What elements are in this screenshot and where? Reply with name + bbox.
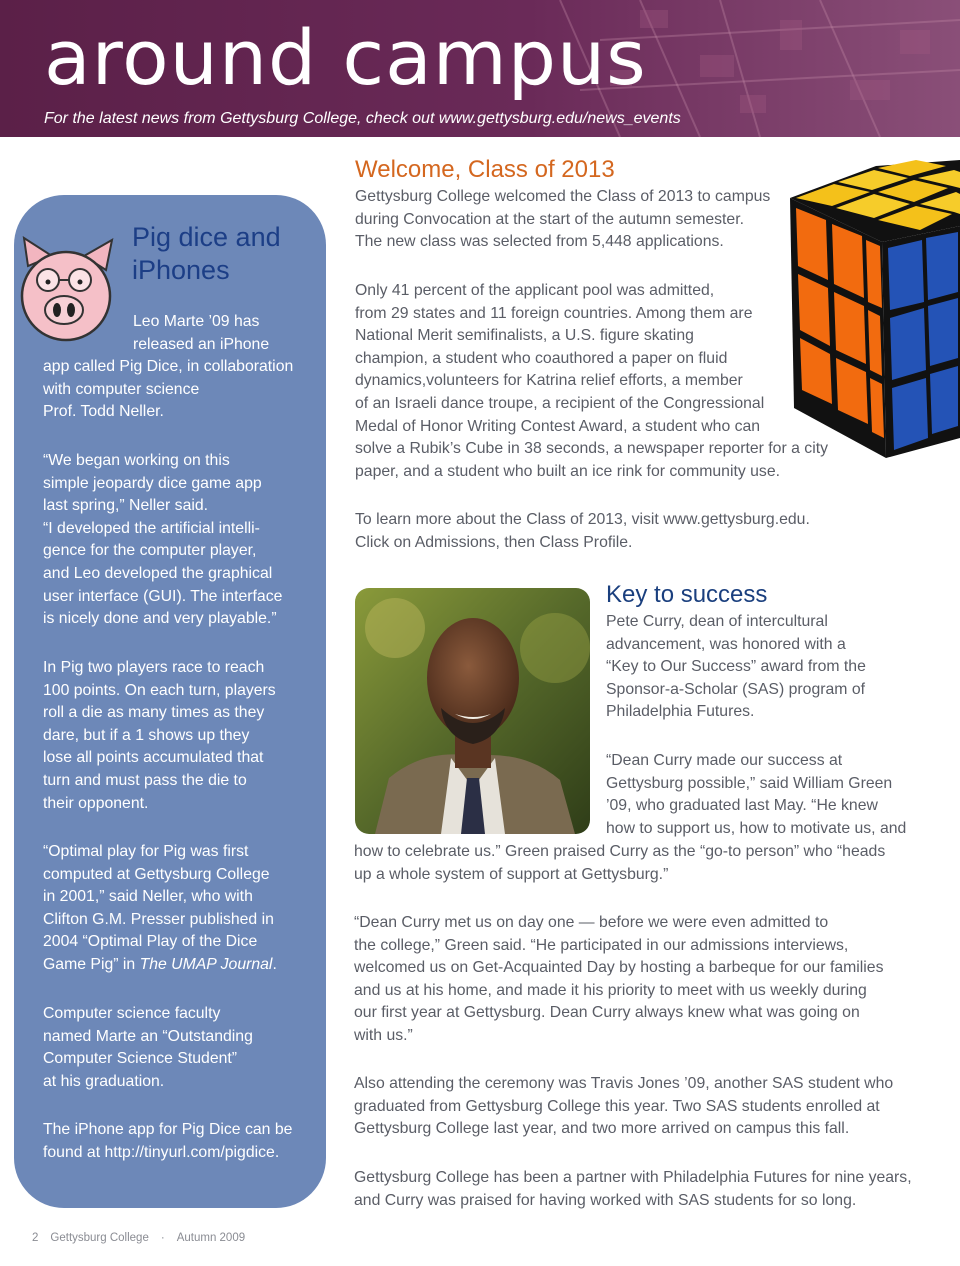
text-line: turn and must pass the die to — [43, 771, 247, 789]
text-line: Pete Curry, dean of intercultural — [606, 613, 828, 630]
text-line: “Key to Our Success” award from the — [606, 658, 866, 676]
section-title: around campus — [44, 13, 647, 102]
sidebar-intro — [43, 356, 318, 424]
text-line: our first year at Gettysburg. Dean Curry always knew what was going on — [354, 1004, 860, 1022]
text-line: Click on Admissions, then Class Profile. — [355, 533, 633, 551]
text-line: Gettysburg possible,” said William Green — [606, 774, 893, 792]
welcome-para-2 — [355, 280, 875, 483]
key-para-4 — [354, 1073, 944, 1141]
text-line: The iPhone app for Pig Dice can be — [43, 1121, 293, 1138]
text-line: “Dean Curry met us on day one — before we were even admitted to — [354, 914, 829, 931]
sidebar-quote — [43, 450, 318, 631]
text-line: In Pig two players race to reach — [43, 659, 265, 676]
text-line: solve a Rubik’s Cube in 38 seconds, a newspaper reporter for a city — [355, 440, 828, 458]
text-line: their opponent. — [43, 794, 149, 812]
text-line: Gettysburg College has been a partner with Philadelphia Futures for nine years, — [354, 1169, 912, 1186]
sidebar-app — [43, 1119, 318, 1164]
text-line: from 29 states and 11 foreign countries. Among them are — [355, 304, 753, 322]
text-line: released an iPhone — [133, 335, 270, 353]
text-line: roll a die as many times as they — [43, 704, 265, 722]
welcome-para-3 — [355, 509, 875, 554]
sidebar-heading-line2: iPhones — [132, 255, 230, 285]
text-line: Gettysburg College welcomed the Class of 2013 to campus — [355, 188, 771, 205]
text-line: in 2001,” said Neller, who with — [43, 888, 253, 906]
text-line: graduated from Gettysburg College this year. Two SAS students enrolled at — [354, 1097, 880, 1115]
publication-name: Gettysburg College — [50, 1232, 149, 1244]
text-line: computed at Gettysburg College — [43, 865, 270, 883]
text-line: Sponsor-a-Scholar (SAS) program of — [606, 680, 865, 698]
text-line: named Marte an “Outstanding — [43, 1027, 253, 1045]
text-line: is nicely done and very playable.” — [43, 610, 277, 628]
sidebar-faculty — [43, 1003, 318, 1093]
text-line: Computer Science Student” — [43, 1050, 238, 1068]
sidebar-heading-line1: Pig dice and — [132, 222, 281, 252]
text-line: at his graduation. — [43, 1072, 165, 1090]
key-heading: Key to success — [606, 581, 768, 608]
key-para-5 — [354, 1167, 944, 1212]
text-line: welcomed us on Get-Acquainted Day by hosting a barbeque for our families — [354, 959, 884, 977]
text-line: of an Israeli dance troupe, a recipient of the Congressional — [355, 394, 765, 412]
portrait-photo — [355, 588, 590, 834]
text-line: Philadelphia Futures. — [606, 703, 755, 721]
text-line: Medal of Honor Writing Contest Award, a student who can — [355, 417, 761, 435]
key-para-1 — [606, 611, 936, 724]
text-line: with us.” — [354, 1026, 413, 1044]
text-line: gence for the computer player, — [43, 542, 257, 560]
welcome-para-1 — [355, 186, 795, 254]
text-line: The new class was selected from 5,448 applications. — [355, 233, 724, 251]
text-line: and Leo developed the graphical — [43, 564, 273, 582]
text-line: and Curry was praised for having worked with SAS students for so long. — [354, 1191, 857, 1209]
key-para-3 — [354, 912, 944, 1048]
text-line: Leo Marte ’09 has — [133, 313, 260, 330]
text-line: the college,” Green said. “He participated in our admissions interviews, — [354, 936, 849, 954]
section-subtitle: For the latest news from Gettysburg College, check out www.gettysburg.edu/news_events — [44, 110, 681, 127]
text-line: during Convocation at the start of the autumn semester. — [355, 210, 744, 228]
text-line: To learn more about the Class of 2013, visit www.gettysburg.edu. — [355, 511, 810, 528]
text-line — [43, 954, 318, 977]
text-line: 2004 “Optimal Play of the Dice — [43, 933, 258, 951]
key-para-2-side — [606, 750, 936, 840]
journal-title: The UMAP Journal — [139, 955, 273, 973]
text-line: ’09, who graduated last May. “He knew — [606, 797, 878, 815]
welcome-heading: Welcome, Class of 2013 — [355, 156, 615, 183]
issue-date: Autumn 2009 — [176, 1232, 246, 1244]
text-fragment: . — [272, 955, 277, 973]
text-line: “We began working on this — [43, 452, 230, 469]
text-line: with computer science — [43, 380, 200, 398]
text-line: Prof. Todd Neller. — [43, 403, 164, 421]
text-line: Clifton G.M. Presser published in — [43, 910, 274, 928]
footer-separator: · — [160, 1232, 165, 1244]
text-line: and us at his home, and made it his priority to meet with us weekly during — [354, 981, 867, 999]
header-banner — [0, 0, 960, 137]
text-line: up a whole system of support at Gettysburg.” — [354, 865, 669, 883]
text-line: Gettysburg College last year, and two more arrived on campus this fall. — [354, 1120, 850, 1138]
sidebar-rules — [43, 657, 318, 815]
page-number: 2 — [32, 1232, 39, 1244]
text-line: dynamics,volunteers for Katrina relief efforts, a member — [355, 372, 743, 390]
sidebar-intro-narrow — [133, 311, 313, 356]
text-line: “I developed the artificial intelli- — [43, 519, 260, 537]
pig-face-icon — [14, 236, 116, 342]
text-line: paper, and a student who built an ice rink for community use. — [355, 462, 780, 480]
text-line: user interface (GUI). The interface — [43, 587, 283, 605]
text-line: Only 41 percent of the applicant pool was admitted, — [355, 282, 715, 299]
text-line: “Dean Curry made our success at — [606, 752, 843, 769]
text-line: last spring,” Neller said. — [43, 497, 209, 515]
text-line: National Merit semifinalists, a U.S. figure skating — [355, 327, 694, 345]
key-para-2-full — [354, 841, 944, 886]
text-line: 100 points. On each turn, players — [43, 681, 276, 699]
text-line: Computer science faculty — [43, 1005, 221, 1022]
text-line: how to support us, how to motivate us, and — [606, 819, 907, 837]
sidebar-heading — [132, 221, 322, 287]
text-line: advancement, was honored with a — [606, 635, 846, 653]
text-line: lose all points accumulated that — [43, 749, 264, 767]
text-line: Also attending the ceremony was Travis Jones ’09, another SAS student who — [354, 1075, 894, 1092]
sidebar-optimal — [43, 841, 318, 977]
text-line: dare, but if a 1 shows up they — [43, 726, 250, 744]
page-footer — [32, 1232, 257, 1244]
text-line: app called Pig Dice, in collaboration — [43, 358, 294, 375]
text-line: “Optimal play for Pig was first — [43, 843, 249, 860]
text-fragment: Game Pig” in — [43, 955, 140, 973]
text-line: how to celebrate us.” Green praised Curry as the “go-to person” who “heads — [354, 843, 886, 860]
text-line: champion, a student who coauthored a paper on fluid — [355, 349, 728, 367]
text-line: found at http://tinyurl.com/pigdice. — [43, 1143, 280, 1161]
text-line: simple jeopardy dice game app — [43, 474, 262, 492]
